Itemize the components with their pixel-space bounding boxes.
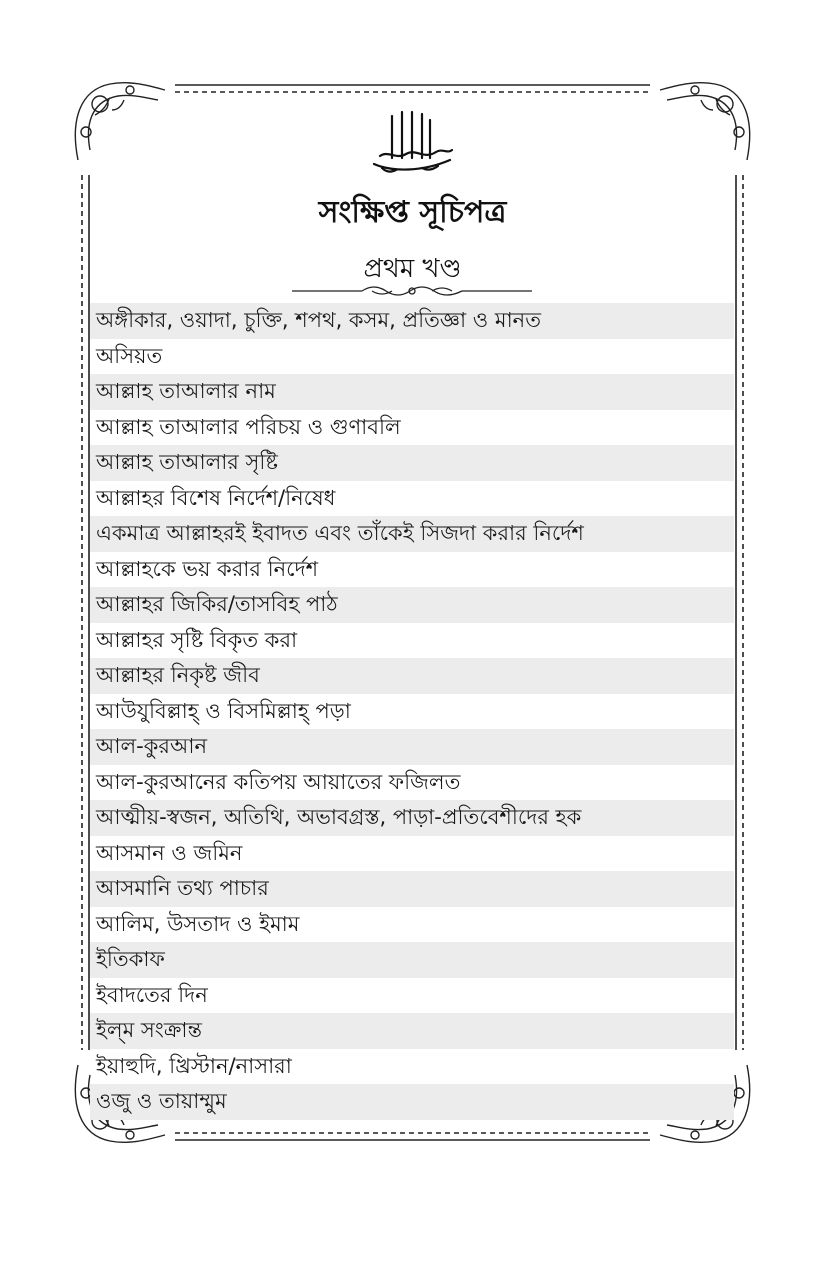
toc-item[interactable]: আসমান ও জমিন [96, 840, 243, 865]
toc-item[interactable]: একমাত্র আল্লাহরই ইবাদত এবং তাঁকেই সিজদা করার নির্দেশ [90, 516, 734, 552]
corner-flourish-top-left [75, 83, 165, 160]
ornamental-divider [292, 282, 532, 300]
toc-item[interactable]: ইবাদতের দিন [96, 982, 208, 1007]
toc-item[interactable]: আল্লাহ তাআলার পরিচয় ও গুণাবলি [96, 414, 401, 439]
toc-item[interactable]: আল্লাহ তাআলার নাম [90, 374, 734, 410]
toc-item[interactable]: ওজু ও তায়াম্মুম [90, 1084, 734, 1120]
toc-item[interactable]: আলিম, উসতাদ ও ইমাম [96, 911, 300, 936]
toc-item[interactable]: আল-কুরআন [90, 729, 734, 765]
toc-item[interactable]: ইয়াহুদি, খ্রিস্টান/নাসারা [96, 1053, 292, 1078]
toc-item[interactable]: আল্লাহর জিকির/তাসবিহ পাঠ [90, 587, 734, 623]
bismillah-calligraphy [362, 108, 462, 178]
toc-item[interactable]: আসমানি তথ্য পাচার [90, 871, 734, 907]
toc-item[interactable]: আল্লাহর সৃষ্টি বিকৃত করা [96, 627, 298, 652]
toc-item[interactable]: আল্লাহকে ভয় করার নির্দেশ [96, 556, 319, 581]
toc-item[interactable]: আল্লাহর নিকৃষ্ট জীব [90, 658, 734, 694]
page-title: সংক্ষিপ্ত সূচিপত্র [318, 195, 507, 230]
toc-item[interactable]: অসিয়ত [96, 343, 163, 368]
toc-item[interactable]: আল-কুরআনের কতিপয় আয়াতের ফজিলত [96, 769, 461, 794]
toc-item[interactable]: ইল্‌ম সংক্রান্ত [90, 1013, 734, 1049]
page-subtitle: প্রথম খণ্ড [363, 254, 462, 284]
toc-item[interactable]: আল্লাহ তাআলার সৃষ্টি [90, 445, 734, 481]
toc-item[interactable]: আল্লাহর বিশেষ নির্দেশ/নিষেধ [96, 485, 336, 510]
toc-item[interactable]: আউযুবিল্লাহ্ ও বিসমিল্লাহ্ পড়া [96, 698, 351, 723]
corner-flourish-top-right [660, 83, 750, 160]
toc-item[interactable]: ইতিকাফ [90, 942, 734, 978]
table-of-contents [90, 303, 734, 1120]
toc-item[interactable]: অঙ্গীকার, ওয়াদা, চুক্তি, শপথ, কসম, প্রতিজ্ঞা ও মানত [90, 303, 734, 339]
toc-item[interactable]: আত্মীয়-স্বজন, অতিথি, অভাবগ্রস্ত, পাড়া-প্রতিবেশীদের হক [90, 800, 734, 836]
